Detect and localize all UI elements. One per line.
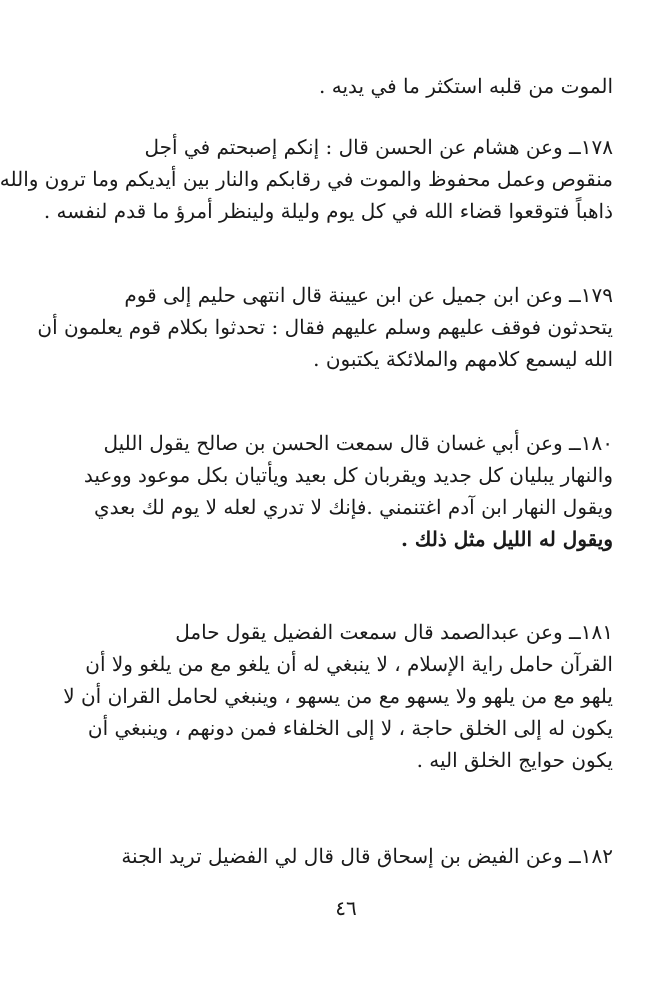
- text-line: منقوص وعمل محفوظ والموت في رقابكم والنار بين أيديكم وما ترون والله: [0, 167, 613, 191]
- text-line: يتحدثون فوقف عليهم وسلم عليهم فقال : تحدثوا بكلام قوم يعلمون أن: [37, 315, 613, 339]
- paragraph-181: [63, 616, 613, 776]
- text-line-bold: ويقول له الليل مثل ذلك .: [400, 527, 613, 551]
- text-line: يلهو مع من يلهو ولا يسهو مع من يسهو ، وينبغي لحامل القران أن لا: [63, 684, 613, 708]
- page-number: ٤٦: [335, 896, 357, 920]
- text-line: الموت من قلبه استكثر ما في يديه .: [319, 74, 613, 98]
- paragraph-180: [75, 427, 613, 555]
- text-line: الله ليسمع كلامهم والملائكة يكتبون .: [313, 347, 613, 371]
- paragraph-179: [37, 279, 613, 375]
- text-line: ١٧٨ــ وعن هشام عن الحسن قال : إنكم إصبحتم في أجل: [144, 135, 613, 159]
- paragraph-178: [0, 131, 613, 227]
- text-line: ذاهباً فتوقعوا قضاء الله في كل يوم وليلة ولينظر أمرؤ ما قدم لنفسه .: [43, 199, 613, 223]
- text-line: ١٨٠ــ وعن أبي غسان قال سمعت الحسن بن صالح يقول الليل: [103, 431, 613, 455]
- text-line: ١٨٢ــ وعن الفيض بن إسحاق قال قال لي الفضيل تريد الجنة: [121, 844, 613, 868]
- paragraph-182: [75, 840, 613, 872]
- text-line: ١٧٩ــ وعن ابن جميل عن ابن عيينة قال انتهى حليم إلى قوم: [124, 283, 613, 307]
- text-line: ١٨١ــ وعن عبدالصمد قال سمعت الفضيل يقول حامل: [175, 620, 613, 644]
- text-line: يكون له إلى الخلق حاجة ، لا إلى الخلفاء فمن دونهم ، وينبغي أن: [87, 716, 613, 740]
- text-line: والنهار يبليان كل جديد ويقربان كل بعيد ويأتيان بكل موعود ووعيد: [83, 463, 613, 487]
- text-line: يكون حوايج الخلق اليه .: [416, 748, 613, 772]
- paragraph-continuation: [75, 70, 613, 102]
- text-line: القرآن حامل راية الإسلام ، لا ينبغي له أن يلغو مع من يلغو ولا أن: [85, 652, 613, 676]
- text-line: ويقول النهار ابن آدم اغتنمني .فإنك لا تدري لعله لا يوم لك بعدي: [93, 495, 613, 519]
